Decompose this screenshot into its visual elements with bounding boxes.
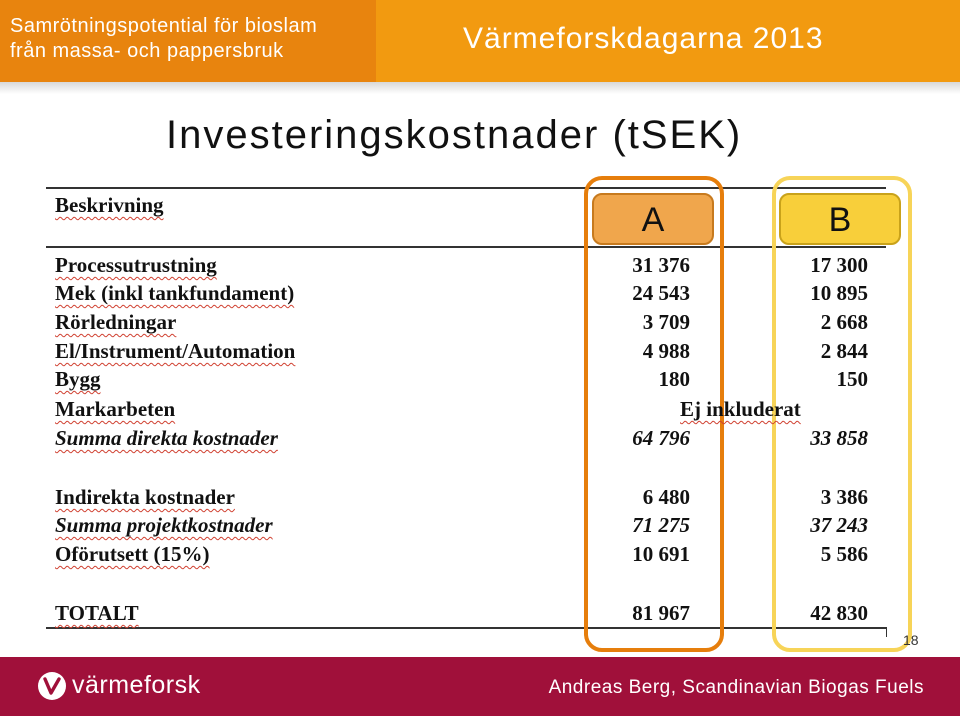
footer-author: Andreas Berg, Scandinavian Biogas Fuels: [548, 677, 924, 698]
row-value-b: 5 586: [820, 542, 868, 566]
row-label: Oförutsett (15%): [55, 542, 210, 566]
row-value-b: 42 830: [810, 601, 868, 625]
row-value-a: 64 796: [632, 426, 690, 450]
varmeforsk-logo-icon: [38, 672, 66, 700]
row-value-b: 37 243: [810, 513, 868, 537]
presentation-subtitle-line2: från massa- och pappersbruk: [10, 40, 284, 62]
row-label: Mek (inkl tankfundament): [55, 281, 295, 305]
table-header-label: Beskrivning: [55, 193, 164, 217]
table-bottom-rule: [46, 627, 886, 629]
row-value-a: 71 275: [632, 513, 690, 537]
table-top-rule: [46, 187, 886, 189]
row-label: Rörledningar: [55, 310, 177, 334]
row-value-b: 33 858: [810, 426, 868, 450]
row-label: Indirekta kostnader: [55, 485, 235, 509]
row-label: Summa projektkostnader: [55, 513, 273, 537]
page-number: 18: [903, 632, 919, 648]
row-value-a: 3 709: [642, 310, 690, 334]
column-b-header: B: [779, 193, 901, 245]
presentation-subtitle-line1: Samrötningspotential för bioslam: [10, 15, 318, 37]
row-value-a: 180: [658, 367, 690, 391]
row-value-a: 4 988: [642, 339, 690, 363]
row-value-b: 3 386: [820, 485, 868, 509]
row-value-b: 17 300: [810, 253, 868, 277]
row-label: Bygg: [55, 367, 101, 391]
row-label: TOTALT: [55, 601, 139, 625]
row-label: El/Instrument/Automation: [55, 339, 296, 363]
row-value-b: 2 844: [820, 339, 868, 363]
footer-brand: värmeforsk: [72, 671, 201, 699]
row-label: Processutrustning: [55, 253, 217, 277]
page-number-mark: [886, 627, 887, 637]
column-a-header: A: [592, 193, 714, 245]
row-label: Markarbeten: [55, 397, 176, 421]
row-value-b: 150: [836, 367, 868, 391]
row-value-a: 31 376: [632, 253, 690, 277]
row-value-b: 10 895: [810, 281, 868, 305]
table-header-rule: [46, 246, 886, 248]
row-label: Summa direkta kostnader: [55, 426, 278, 450]
row-value-a: 24 543: [632, 281, 690, 305]
row-merged-value: Ej inkluderat: [680, 397, 801, 421]
slide-title: Investeringskostnader (tSEK): [166, 113, 743, 157]
row-value-a: 6 480: [642, 485, 690, 509]
row-value-a: 10 691: [632, 542, 690, 566]
row-value-b: 2 668: [820, 310, 868, 334]
conference-name: Värmeforskdagarna 2013: [463, 22, 824, 55]
header-shadow: [0, 82, 960, 94]
row-value-a: 81 967: [632, 601, 690, 625]
